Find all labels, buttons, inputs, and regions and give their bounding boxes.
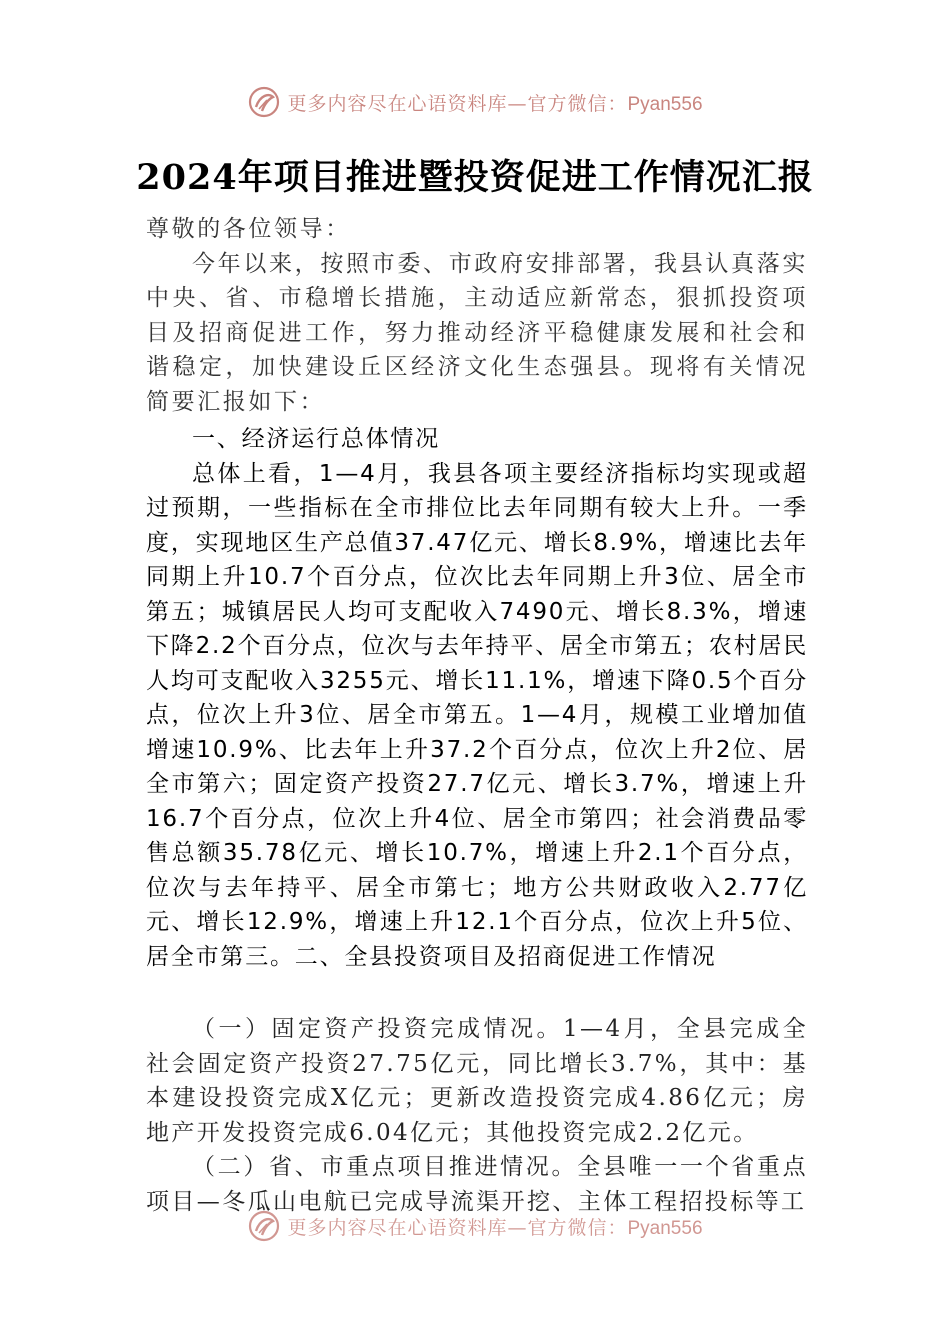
item-key-projects: （二）省、市重点项目推进情况。全县唯一一个省重点项目—冬瓜山电航已完成导流渠开挖、主体工程招投标等工 [146, 1154, 808, 1215]
watermark-text: 更多内容尽在心语资料库—官方微信：Pyan556 [287, 92, 703, 115]
section-1-block [146, 422, 808, 974]
intro-paragraph: 今年以来，按照市委、市政府安排部署，我县认真落实中央、省、市稳增长措施，主动适应新常态，狠抓投资项目及招商促进工作，努力推动经济平稳健康发展和社会和谐稳定，加快建设丘区经济文化生态强县。现将有关情况简要汇报如下： [146, 250, 808, 415]
intro-block [146, 212, 808, 419]
watermark-logo-icon [247, 1209, 281, 1243]
watermark-logo-icon [247, 85, 281, 119]
section-1-paragraph: 总体上看，1—4月，我县各项主要经济指标均实现或超过预期，一些指标在全市排位比去年同期有较大上升。一季度，实现地区生产总值37.47亿元、增长8.9%，增速比去年同期上升10.7个百分点，位次比去年同期上升3位、居全市第五；城镇居民人均可支配收入7490元、增长8.3%，增速下降2.2个百分点，位次与去年持平、居全市第五；农村居民人均可支配收入3255元、增长11.1%，增速下降0.5个百分点，位次上升3位、居全市第五。1—4月，规模工业增加值增速10.9%、比去年上升37.2个百分点，位次上升2位、居全市第六；固定资产投资27.7亿元、增长3.7%，增速上升16.7个百分点，位次上升4位、居全市第四；社会消费品零售总额35.78亿元、增长10.7%，增速上升2.1个百分点，位次与去年持平、居全市第七；地方公共财政收入2.77亿元、增长12.9%，增速上升12.1个百分点，位次上升5位、居全市第三。二、全县投资项目及招商促进工作情况 [146, 460, 808, 970]
section-1-heading: 一、经济运行总体情况 [192, 426, 440, 452]
document-title: 2024年项目推进暨投资促进工作情况汇报 [136, 157, 814, 198]
investment-items-block [146, 1012, 808, 1219]
watermark-text: 更多内容尽在心语资料库—官方微信：Pyan556 [287, 1216, 703, 1239]
item-fixed-asset-investment: （一）固定资产投资完成情况。1—4月，全县完成全社会固定资产投资27.75亿元，同比增长3.7%，其中：基本建设投资完成X亿元；更新改造投资完成4.86亿元；房地产开发投资完成6.04亿元；其他投资完成2.2亿元。 [146, 1016, 808, 1146]
salutation: 尊敬的各位领导： [146, 216, 351, 242]
footer-watermark [0, 1208, 950, 1244]
header-watermark [0, 84, 950, 120]
